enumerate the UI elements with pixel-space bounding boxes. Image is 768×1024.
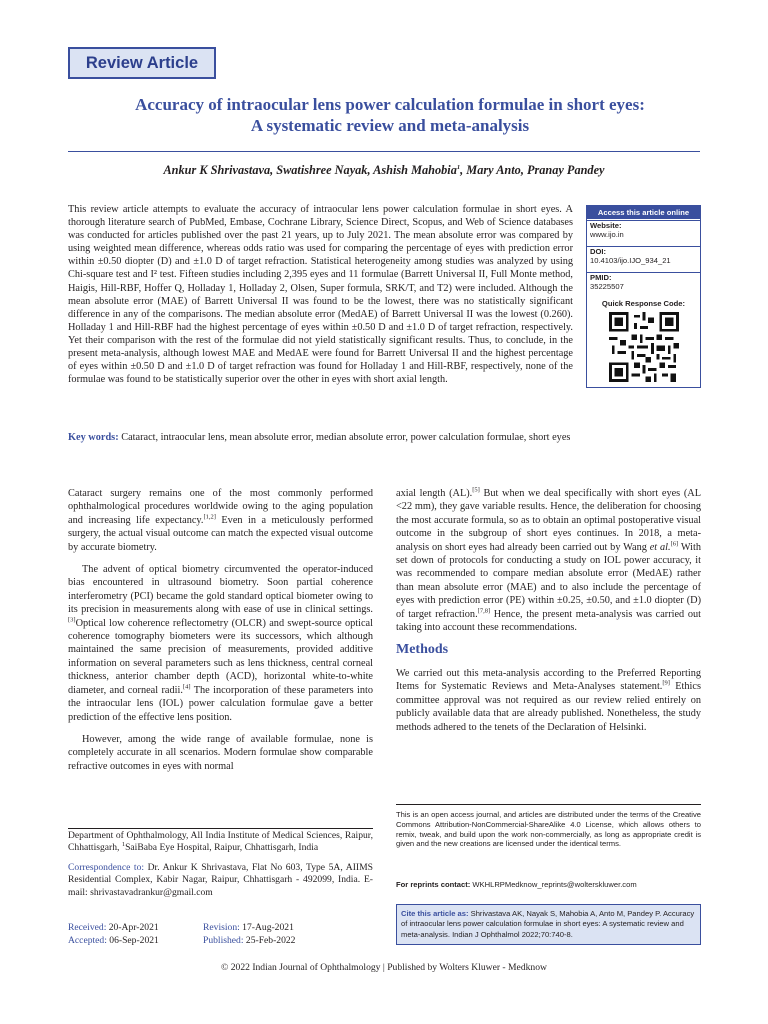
text: Even in a meticulously performed surgery, the actual visual outcome can match the expected visual outcome by accurate biometry. bbox=[68, 514, 373, 553]
pmid-value: 35225507 bbox=[590, 282, 624, 292]
citation-ref[interactable]: [4] bbox=[182, 683, 191, 691]
body-left-column bbox=[68, 487, 373, 782]
access-doi bbox=[587, 246, 700, 271]
value: 06-Sep-2021 bbox=[106, 935, 159, 946]
accepted-date bbox=[68, 934, 159, 947]
authors-part-b: , Mary Anto, Pranay Pandey bbox=[460, 163, 605, 177]
published-date bbox=[203, 934, 295, 947]
paragraph bbox=[68, 563, 373, 724]
reprints-contact bbox=[396, 880, 701, 889]
correspondence-label: Correspondence to: bbox=[68, 861, 145, 873]
dates-row bbox=[68, 934, 373, 947]
body-right-column bbox=[396, 487, 701, 743]
label: Published: bbox=[203, 935, 244, 946]
paragraph bbox=[396, 667, 701, 734]
citation-ref[interactable]: [1,2] bbox=[203, 513, 216, 521]
doi-label: DOI: bbox=[590, 247, 607, 256]
authors-part-a: Ankur K Shrivastava, Swatishree Nayak, Ashish Mahobia bbox=[163, 163, 457, 177]
page-footer: © 2022 Indian Journal of Ophthalmology | Published by Wolters Kluwer - Medknow bbox=[221, 962, 547, 973]
text: We carried out this meta-analysis according to the Preferred Reporting Items for Systematic Reviews and Meta-Analyses statement. bbox=[396, 667, 701, 693]
text: Cataract surgery remains one of the most commonly performed ophthalmological procedures worldwide owing to the aging population and increasing life expectancy. bbox=[68, 488, 373, 526]
value: 17-Aug-2021 bbox=[239, 922, 294, 933]
label: Accepted: bbox=[68, 935, 107, 946]
text: Dr. Ankur K Shrivastava, Flat No 603, Type 5A, AIIMS Residential Complex, Kabir Nagar, Raipur, Chhattisgarh - 492099, India. E-mail: shrivastavadrankur@gmail.com bbox=[68, 861, 373, 898]
text: The advent of optical biometry circumvented the operator-induced bias encountered in ultrasound biometry. Soon partial coherence interferometry (PCI) became the gold standard optical biometer owing to its precision in measurements along with ease of use in clinical settings. bbox=[68, 564, 373, 616]
title-divider bbox=[68, 151, 700, 152]
text: Department of Ophthalmology, All India Institute of Medical Sciences, Raipur, Chhattisgarh, bbox=[68, 830, 373, 854]
authors-affil-sup: 1 bbox=[456, 163, 461, 171]
author-list bbox=[68, 163, 700, 178]
value: 20-Apr-2021 bbox=[106, 922, 159, 933]
citation-text: Shrivastava AK, Nayak S, Mahobia A, Anto M, Pandey P. Accuracy of intraocular lens power calculation formulae in short eyes: A systematic review and meta-analysis. Indian J Ophthalmol 2022;70:740-8. bbox=[401, 909, 695, 939]
methods-heading: Methods bbox=[396, 642, 449, 658]
open-access-notice: This is an open access journal, and articles are distributed under the terms of the Creative Commons Attribution-NonCommercial-ShareAlike 4.0 License, which allows others to remix, tweak, and build upon the work non-commercially, as long as appropriate credit is given and the new creations are licensed under the identical terms. bbox=[396, 810, 701, 849]
label: Received: bbox=[68, 922, 107, 933]
keywords-label: Key words: bbox=[68, 432, 119, 443]
license-divider bbox=[396, 804, 701, 805]
received-date bbox=[68, 921, 159, 934]
citation-ref[interactable]: [3] bbox=[68, 616, 76, 624]
reprints-label: For reprints contact: bbox=[396, 880, 471, 889]
reprints-email[interactable]: WKHLRPMedknow_reprints@wolterskluwer.com bbox=[470, 880, 637, 889]
qr-label: Quick Response Code: bbox=[601, 299, 686, 308]
text: But when we deal specifically with short eyes (AL <22 mm), they gave variable results. Hence, the deliberation for choosing the most accurate formula, so as to obtain an optimal postoperative visual outcome in the subgroup of short eyes continues. In 2018, a meta-analysis on short eyes had already been carried out by Wang bbox=[396, 488, 701, 553]
text: Hence, the present meta-analysis was carried out taking into account these recommendations. bbox=[396, 608, 701, 634]
doi-value[interactable]: 10.4103/ijo.IJO_934_21 bbox=[590, 256, 671, 266]
revision-date bbox=[203, 921, 294, 934]
citation-box bbox=[396, 904, 701, 945]
text: SaiBaba Eye Hospital, Raipur, Chhattisgarh, India bbox=[125, 842, 319, 854]
citation-ref[interactable]: [5] bbox=[472, 486, 480, 494]
access-website bbox=[587, 220, 700, 245]
text: The incorporation of these parameters into the intraocular lens (IOL) power calculation formulae gave a better prediction of the effective lens position. bbox=[68, 684, 373, 723]
text: However, among the wide range of available formulae, none is completely accurate in all scenarios. Modern formulae show comparable refractive outcomes in eyes with normal bbox=[68, 733, 373, 772]
keywords-text: Cataract, intraocular lens, mean absolute error, median absolute error, power calculation formulae, short eyes bbox=[121, 432, 571, 443]
affiliation bbox=[68, 830, 373, 855]
affil-sup: 1 bbox=[121, 841, 126, 849]
dates-row bbox=[68, 921, 373, 934]
access-box bbox=[586, 205, 701, 388]
dates-block bbox=[68, 921, 373, 947]
value: 25-Feb-2022 bbox=[243, 935, 296, 946]
article-type-badge bbox=[68, 47, 216, 79]
label: Revision: bbox=[203, 922, 240, 933]
text: Ethics committee approval was not required as our review relied entirely on publicly available data that are already published. Nonetheless, the study methods adhered to the tenets of the Declaration of Helsinki. bbox=[396, 681, 701, 733]
website-link[interactable]: www.ijo.in bbox=[590, 230, 624, 240]
title-line-1: Accuracy of intraocular lens power calculation formulae in short eyes: bbox=[135, 95, 645, 114]
keywords bbox=[68, 431, 573, 444]
text: With set down of protocols for conducting a study on IOL power accuracy, it was recommended to compare median absolute error (MedAE) rather than mean absolute error (MAE) and to also include the percentage of eyes with prediction error (PE) within ±0.25, ±0.50, and ±1.0 diopter (D) of target refraction. bbox=[396, 541, 701, 620]
paragraph bbox=[68, 733, 373, 773]
article-title bbox=[40, 94, 740, 136]
access-pmid bbox=[587, 272, 700, 297]
affiliation-block bbox=[68, 830, 373, 899]
citation-ref[interactable]: [9] bbox=[662, 679, 670, 687]
correspondence bbox=[68, 862, 373, 899]
paragraph bbox=[68, 487, 373, 554]
access-box-header: Access this article online bbox=[587, 206, 700, 219]
citation-ref[interactable]: [7,8] bbox=[477, 607, 491, 615]
text: Optical low coherence reflectometry (OLCR) and swept-source optical coherence tomography biometers were its successors, which although maintained the same precision of measurements, provided additive information on several parameters such as lens thickness, central corneal thickness, anterior chamber depth (ACD), horizontal white-to-white diameter, and corneal radii. bbox=[68, 617, 373, 696]
article-type-label: Review Article bbox=[85, 54, 199, 72]
paragraph bbox=[396, 487, 701, 634]
website-label: Website: bbox=[590, 221, 622, 230]
text: et al. bbox=[649, 541, 671, 553]
abstract: This review article attempts to evaluate the accuracy of intraocular lens power calculation formulae in short eyes. A thorough literature search of PubMed, Embase, Cochrane Library, Science Direct, Scopus, and Web of Science databases was conducted for articles published over the past 21 years, up to July 2021. The mean absolute error was compared by using weighted mean difference, whereas odds ratio was used for comparing the percentage of eyes with prediction error within ±0.50 diopter (D) and ±1.0 D of target refraction. Statistical heterogeneity among studies was analyzed by using Chi-square test and I² test. Fifteen studies including 2,395 eyes and 11 formulae (Barrett Universal II, Full Monte method, Haigis, Hill-RBF, Hoffer Q, Holladay 1, Holladay 2, Olsen, Super formula, SRK/T, and T2) were included. Although the mean absolute error (MAE) of Barrett Universal II was found to be the lowest, there was no statistically significant difference in any of the comparisons. The median absolute error (MedAE) of Barrett Universal II was the lowest (0.260). Holladay 1 and Hill-RBF had the highest percentage of eyes within ±0.50 D and ±1.0 D of target refraction, respectively. Yet their comparison with the rest of the formulae did not yield statistically significant results. Thus, to conclude, in the present meta-analysis, although lowest MAE and MedAE were found for Barrett Universal II and the highest percentage of eyes within ±0.50 D and ±1.0 D of target refraction was found for Holladay 1 and Hill-RBF, respectively, none of the formulae was found to be statistically superior over the other in eyes with short axial length. bbox=[68, 204, 573, 386]
affiliation-divider bbox=[68, 828, 373, 829]
citation-label: Cite this article as: bbox=[401, 909, 469, 918]
pmid-label: PMID: bbox=[590, 273, 612, 282]
text: axial length (AL). bbox=[396, 488, 473, 499]
qr-code-icon[interactable] bbox=[609, 312, 679, 382]
citation-ref[interactable]: [6] bbox=[670, 540, 679, 548]
title-line-2: A systematic review and meta-analysis bbox=[250, 116, 530, 135]
